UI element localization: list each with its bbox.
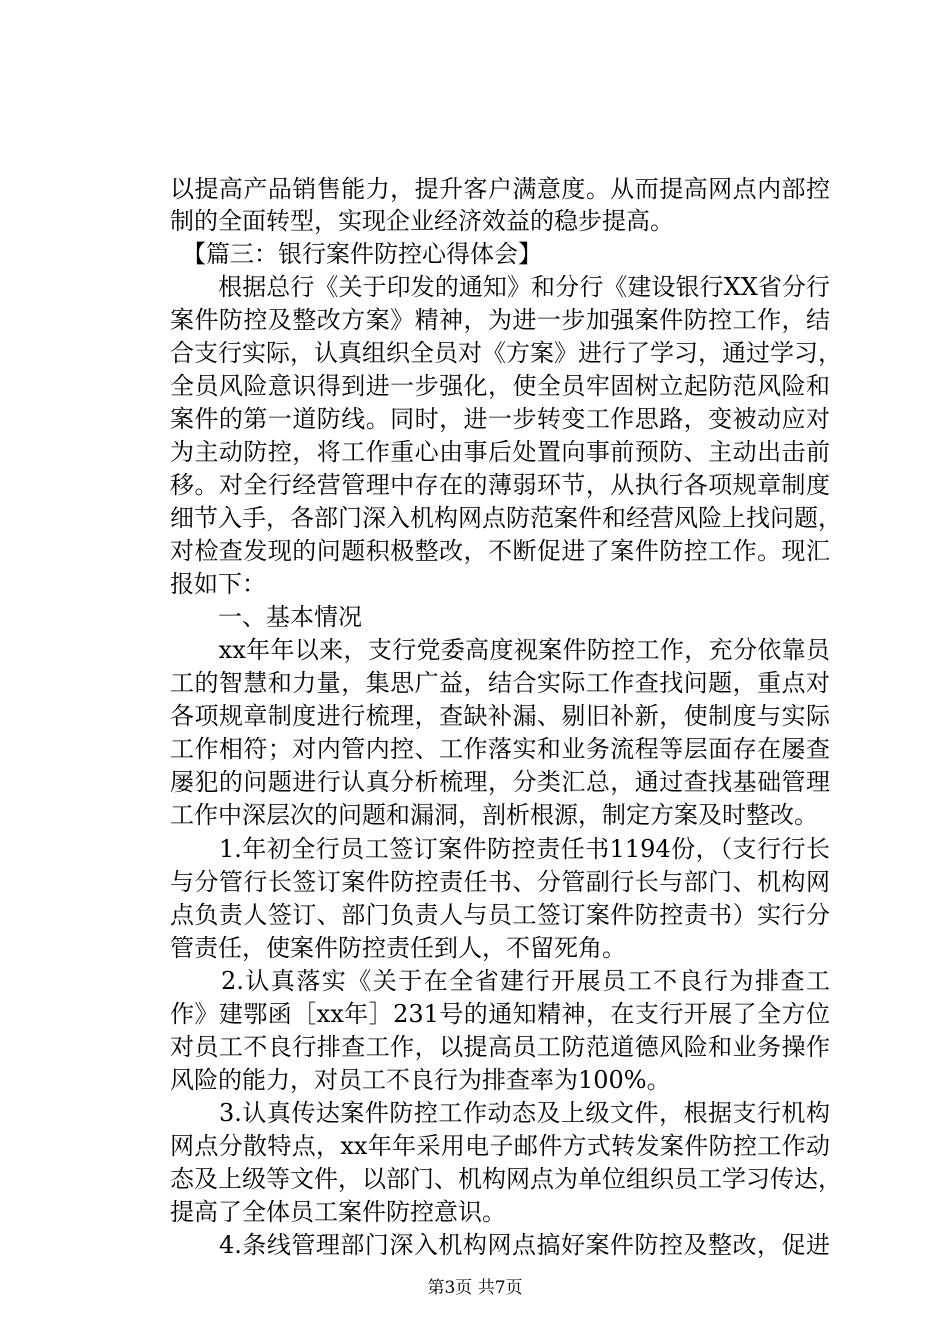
text-line: 网点分散特点，xx年年采用电子邮件方式转发案件防控工作动 <box>170 1132 830 1160</box>
text-line: 作》建鄂函［xx年］231号的通知精神，在支行开展了全方位 <box>170 1000 830 1028</box>
text-line: 以提高产品销售能力，提升客户满意度。从而提高网点内部控 <box>170 175 830 203</box>
text-line: 细节入手，各部门深入机构网点防范案件和经营风险上找问题， <box>170 504 842 532</box>
text-line: 对员工不良行排查工作，以提高员工防范道德风险和业务操作 <box>170 1033 830 1061</box>
text-line: 制的全面转型，实现企业经济效益的稳步提高。 <box>170 207 674 235</box>
text-line: 根据总行《关于印发的通知》和分行《建设银行XX省分行 <box>170 273 830 301</box>
text-line: 4.条线管理部门深入机构网点搞好案件防控及整改，促进 <box>170 1231 830 1259</box>
text-line: 与分管行长签订案件防控责任书、分管副行长与部门、机构网 <box>170 868 830 896</box>
text-line: 报如下： <box>170 570 266 598</box>
text-line: 为主动防控，将工作重心由事后处置向事前预防、主动出击前 <box>170 438 830 466</box>
text-line: 工作中深层次的问题和漏洞，剖析根源，制定方案及时整改。 <box>170 801 818 829</box>
text-line: 案件的第一道防线。同时，进一步转变工作思路，变被动应对 <box>170 405 830 433</box>
text-line: 管责任，使案件防控责任到人，不留死角。 <box>170 934 626 962</box>
text-line: 提高了全体员工案件防控意识。 <box>170 1198 506 1226</box>
text-line: 风险的能力，对员工不良行为排查率为100%。 <box>170 1066 671 1094</box>
text-line: 工的智慧和力量，集思广益，结合实际工作查找问题，重点对 <box>170 669 830 697</box>
text-line: 屡犯的问题进行认真分析梳理，分类汇总，通过查找基础管理 <box>170 768 830 796</box>
text-line: 合支行实际，认真组织全员对《方案》进行了学习，通过学习， <box>170 339 842 367</box>
text-line: 案件防控及整改方案》精神，为进一步加强案件防控工作，结 <box>170 306 830 334</box>
section-heading: 【篇三：银行案件防控心得体会】 <box>170 240 542 268</box>
text-line: 3.认真传达案件防控工作动态及上级文件，根据支行机构 <box>170 1099 830 1127</box>
text-line: 各项规章制度进行梳理，查缺补漏、剔旧补新，使制度与实际 <box>170 702 830 730</box>
section-heading: 一、基本情况 <box>170 603 362 631</box>
text-line: xx年年以来，支行党委高度视案件防控工作，充分依靠员 <box>170 636 830 664</box>
text-line: 1.年初全行员工签订案件防控责任书1194份，（支行行长 <box>170 835 830 863</box>
text-line: 态及上级等文件，以部门、机构网点为单位组织员工学习传达， <box>170 1165 842 1193</box>
text-line: 2.认真落实《关于在全省建行开展员工不良行为排查工 <box>170 967 830 995</box>
text-line: 点负责人签订、部门负责人与员工签订案件防控责书）实行分 <box>170 901 830 929</box>
text-line: 对检查发现的问题积极整改，不断促进了案件防控工作。现汇 <box>170 537 830 565</box>
text-line: 全员风险意识得到进一步强化，使全员牢固树立起防范风险和 <box>170 372 830 400</box>
page-footer: 第3页 共7页 <box>427 1278 523 1298</box>
text-line: 工作相符；对内管内控、工作落实和业务流程等层面存在屡查 <box>170 735 830 763</box>
text-line: 移。对全行经营管理中存在的薄弱环节，从执行各项规章制度 <box>170 471 830 499</box>
